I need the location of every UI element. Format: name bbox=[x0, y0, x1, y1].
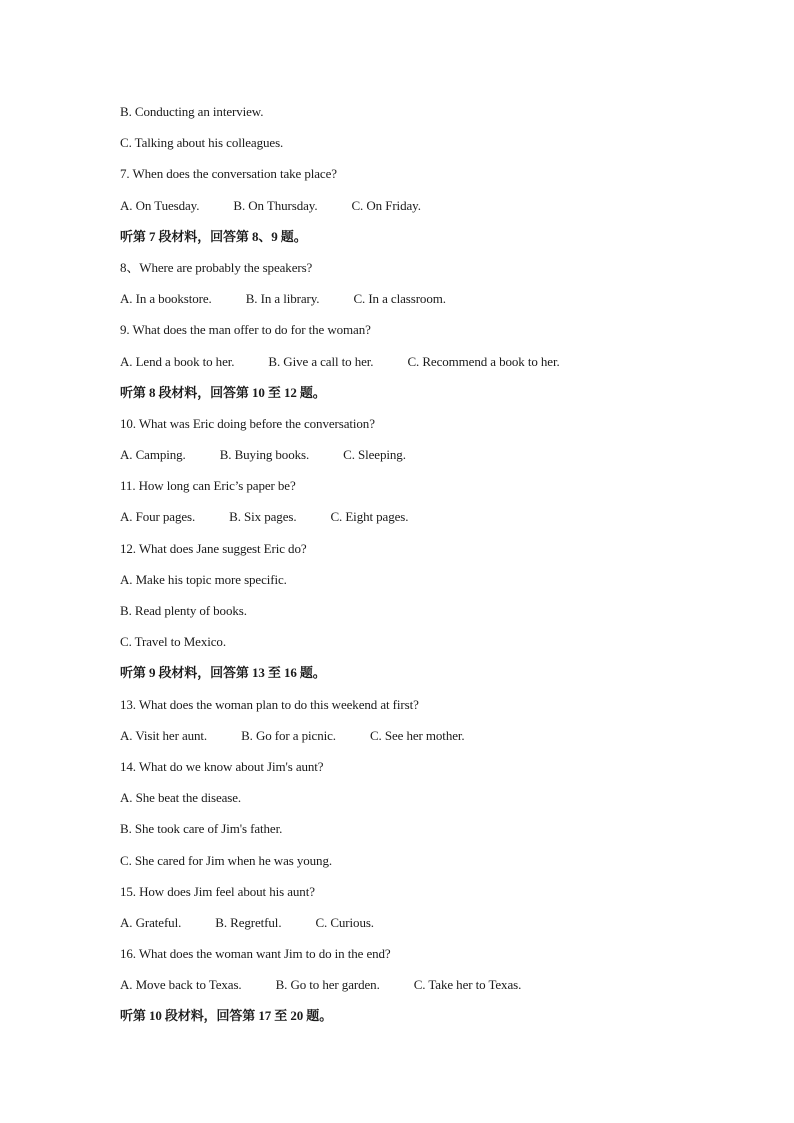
section-heading-text: 听第 9 段材料，回答第 13 至 16 题。 bbox=[120, 665, 326, 681]
answer-option-line bbox=[120, 568, 740, 599]
option-text: B. Conducting an interview. bbox=[120, 104, 264, 119]
section-heading bbox=[120, 1004, 740, 1035]
option-text: A. She beat the disease. bbox=[120, 790, 242, 806]
option-c: C. Sleeping. bbox=[343, 447, 406, 463]
question-8 bbox=[120, 256, 740, 287]
option-a: A. Four pages. bbox=[120, 509, 196, 525]
question-text: 11. How long can Eric’s paper be? bbox=[120, 478, 296, 494]
answer-option-line bbox=[120, 630, 740, 661]
option-b: B. Regretful. bbox=[215, 914, 282, 930]
options-row bbox=[120, 287, 740, 318]
options-row bbox=[120, 724, 740, 755]
question-text: 13. What does the woman plan to do this weekend at first? bbox=[120, 696, 419, 712]
option-b: B. Six pages. bbox=[229, 509, 297, 525]
section-heading bbox=[120, 381, 740, 412]
question-text: 9. What does the man offer to do for the woman? bbox=[120, 322, 371, 338]
section-heading-text: 听第 7 段材料，回答第 8、9 题。 bbox=[120, 228, 307, 244]
answer-option-line bbox=[120, 817, 740, 848]
question-10 bbox=[120, 412, 740, 443]
option-c: C. Eight pages. bbox=[330, 509, 409, 525]
answer-option-line bbox=[120, 849, 740, 880]
option-c: C. On Friday. bbox=[351, 197, 421, 213]
question-13 bbox=[120, 693, 740, 724]
option-b: B. In a library. bbox=[245, 291, 320, 307]
option-a: A. Grateful. bbox=[120, 914, 182, 930]
option-b: B. Go to her garden. bbox=[275, 977, 380, 993]
question-11 bbox=[120, 474, 740, 505]
answer-option-line bbox=[120, 100, 740, 131]
option-a: A. Move back to Texas. bbox=[120, 977, 242, 993]
option-c: C. In a classroom. bbox=[353, 291, 446, 307]
document-page bbox=[120, 100, 740, 1036]
question-16 bbox=[120, 942, 740, 973]
section-heading bbox=[120, 225, 740, 256]
option-b: B. Buying books. bbox=[219, 447, 310, 463]
option-a: A. On Tuesday. bbox=[120, 197, 200, 213]
option-a: A. Visit her aunt. bbox=[120, 727, 208, 743]
answer-option-line bbox=[120, 131, 740, 162]
options-row bbox=[120, 505, 740, 536]
options-row bbox=[120, 973, 740, 1004]
option-c: C. Recommend a book to her. bbox=[407, 353, 560, 369]
section-heading bbox=[120, 661, 740, 692]
option-text: C. Talking about his colleagues. bbox=[120, 135, 284, 151]
question-text: 7. When does the conversation take place? bbox=[120, 166, 337, 182]
option-text: B. She took care of Jim's father. bbox=[120, 821, 283, 837]
option-text: C. Travel to Mexico. bbox=[120, 634, 226, 650]
question-text: 16. What does the woman want Jim to do in the end? bbox=[120, 946, 391, 962]
question-9 bbox=[120, 318, 740, 349]
section-heading-text: 听第 8 段材料，回答第 10 至 12 题。 bbox=[120, 384, 326, 400]
option-c: C. Take her to Texas. bbox=[413, 977, 522, 993]
option-a: A. Camping. bbox=[120, 447, 186, 463]
option-a: A. In a bookstore. bbox=[120, 291, 212, 307]
option-c: C. See her mother. bbox=[369, 727, 465, 743]
answer-option-line bbox=[120, 786, 740, 817]
option-text: C. She cared for Jim when he was young. bbox=[120, 852, 332, 868]
options-row bbox=[120, 194, 740, 225]
question-15 bbox=[120, 880, 740, 911]
options-row bbox=[120, 350, 740, 381]
answer-option-line bbox=[120, 599, 740, 630]
option-text: B. Read plenty of books. bbox=[120, 603, 247, 618]
options-row bbox=[120, 443, 740, 474]
question-14 bbox=[120, 755, 740, 786]
question-text: 12. What does Jane suggest Eric do? bbox=[120, 540, 307, 556]
question-7 bbox=[120, 162, 740, 193]
option-b: B. Give a call to her. bbox=[268, 353, 374, 369]
section-heading-text: 听第 10 段材料，回答第 17 至 20 题。 bbox=[120, 1008, 333, 1024]
option-a: A. Lend a book to her. bbox=[120, 353, 235, 369]
question-12 bbox=[120, 537, 740, 568]
question-text: 8、Where are probably the speakers? bbox=[120, 259, 313, 275]
options-row bbox=[120, 911, 740, 942]
option-b: B. Go for a picnic. bbox=[241, 727, 336, 743]
question-text: 15. How does Jim feel about his aunt? bbox=[120, 883, 315, 899]
question-text: 14. What do we know about Jim's aunt? bbox=[120, 758, 324, 774]
option-b: B. On Thursday. bbox=[233, 197, 318, 213]
option-text: A. Make his topic more specific. bbox=[120, 571, 287, 587]
option-c: C. Curious. bbox=[315, 914, 374, 930]
question-text: 10. What was Eric doing before the conversation? bbox=[120, 415, 375, 431]
